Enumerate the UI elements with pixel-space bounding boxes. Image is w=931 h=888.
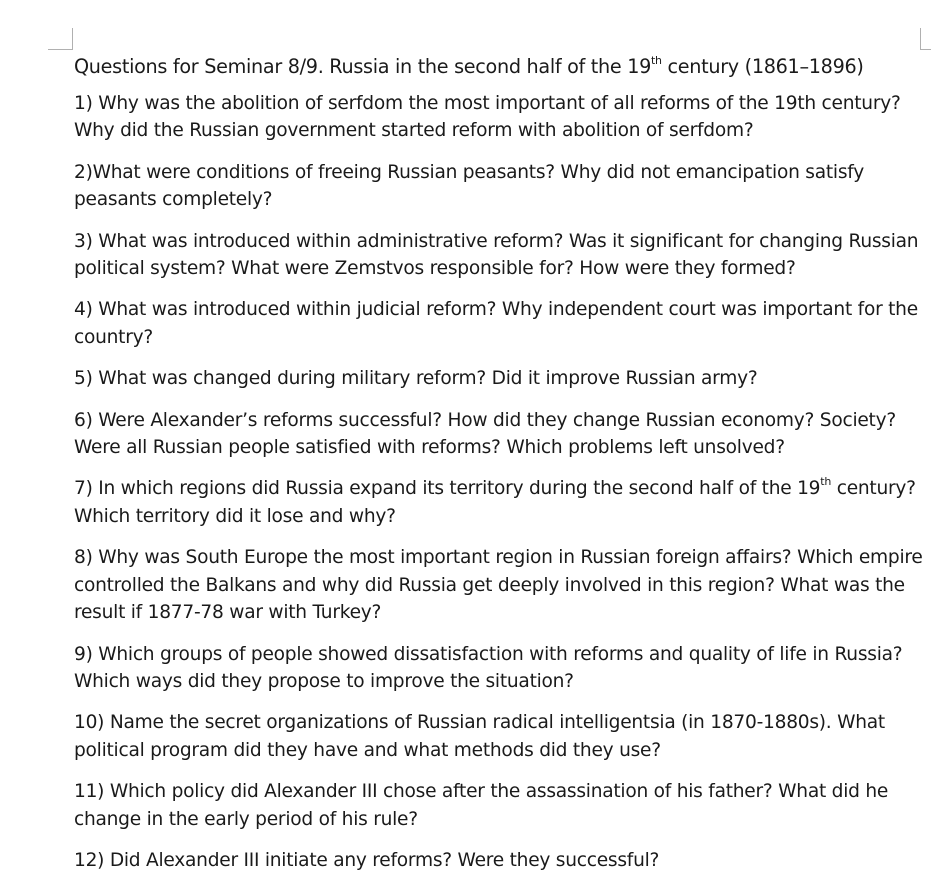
question-item: 2)What were conditions of freeing Russian peasants? Why did not emancipation satisfy peasants completely? — [74, 161, 864, 211]
question-item: 5) What was changed during military reform? Did it improve Russian army? — [74, 368, 758, 390]
crop-mark-top-left — [72, 28, 73, 50]
question-item: 1) Why was the abolition of serfdom the most important of all reforms of the 19th century? Why did the Russian government started reform with abolition of serfdom? — [74, 93, 901, 142]
question-item: 12) Did Alexander III initiate any reforms? Were they successful? — [74, 849, 660, 871]
question-item — [74, 475, 924, 530]
crop-mark-top-right-horizontal — [920, 49, 931, 50]
question-item: 10) Name the secret organizations of Russian radical intelligentsia (in 1870-1880s). What political program did they have and what methods did they use? — [74, 712, 885, 761]
question-item: 9) Which groups of people showed dissatisfaction with reforms and quality of life in Russia? Which ways did they propose to improve the situation? — [74, 643, 903, 692]
title-text-end: century (1861–1896) — [661, 55, 864, 78]
question-item: 8) Why was South Europe the most important region in Russian foreign affairs? Which empire controlled the Balkans and why did Russia get deeply involved in this region? What was the result if 1877-78 war with Turkey? — [74, 547, 923, 624]
title-text: Questions for Seminar 8/9. Russia in the second half of the 19 — [74, 55, 652, 78]
title-superscript: th — [651, 53, 662, 67]
question-list — [74, 90, 924, 874]
question-item: 11) Which policy did Alexander III chose after the assassination of his father? What did he change in the early period of his rule? — [74, 781, 889, 830]
page-title — [74, 54, 924, 80]
question-text: 7) In which regions did Russia expand its territory during the second half of the 19 — [74, 478, 821, 500]
document-body — [74, 54, 924, 888]
question-text-end: century? Which territory did it lose and why? — [74, 478, 916, 527]
question-item: 4) What was introduced within judicial reform? Why independent court was important for the country? — [74, 299, 918, 348]
question-superscript: th — [820, 475, 832, 489]
crop-mark-top-right — [920, 28, 921, 50]
question-item: 6) Were Alexander’s reforms successful? How did they change Russian economy? Society? Were all Russian people satisfied with reforms? Which problems left unsolved? — [74, 409, 896, 459]
crop-mark-top-left-horizontal — [48, 49, 73, 50]
question-item: 3) What was introduced within administrative reform? Was it significant for changing Russian political system? What were Zemstvos responsible for? How were they formed? — [74, 230, 919, 280]
